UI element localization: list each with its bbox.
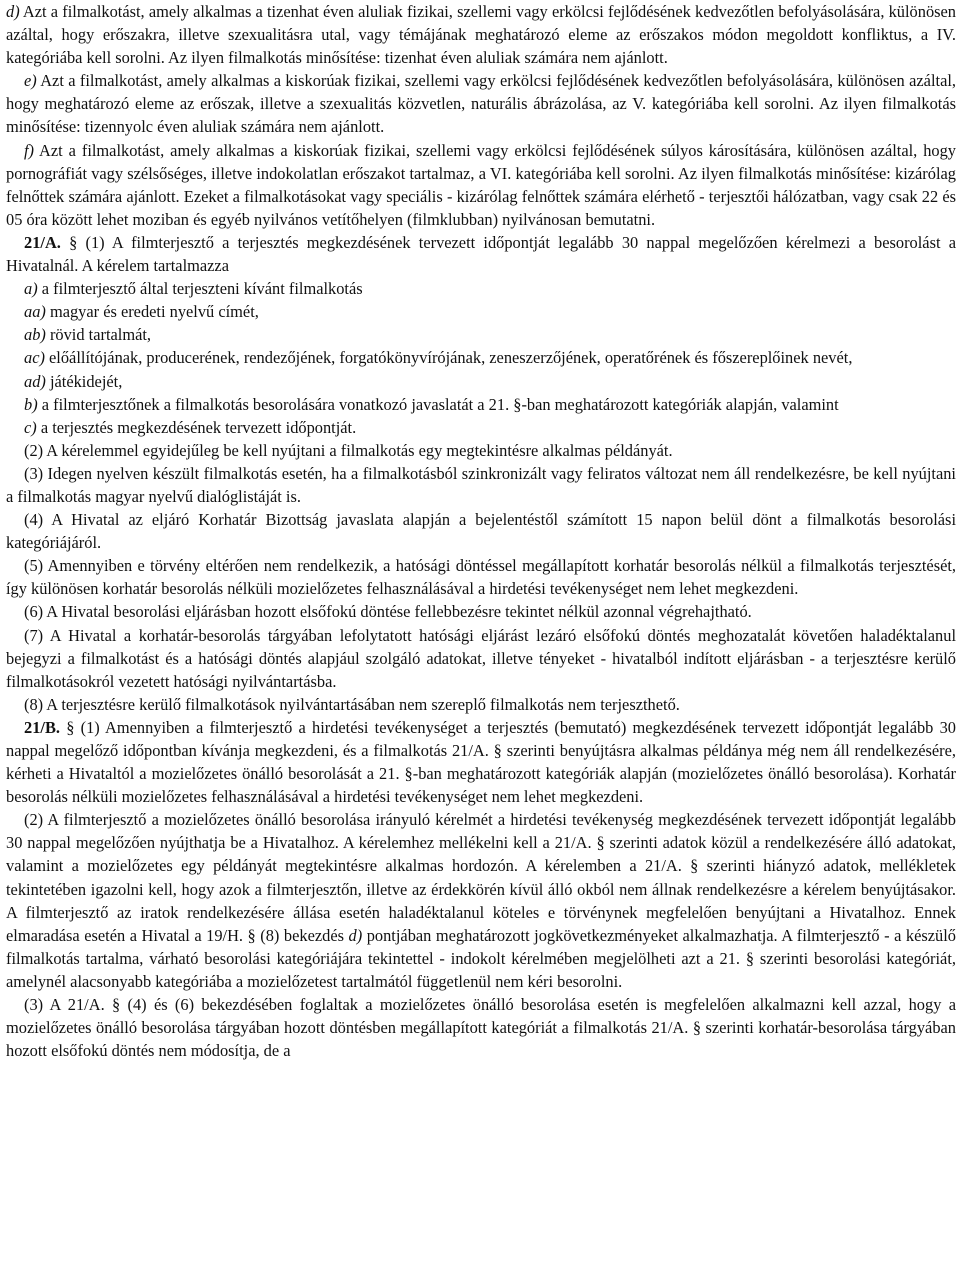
- list-item-text: magyar és eredeti nyelvű címét,: [45, 302, 259, 322]
- paragraph-21a-3: (3) Idegen nyelven készült filmalkotás esetén, ha a filmalkotásból szinkronizált vagy feliratos változat nem áll rendelkezésre, be kell nyújtani a filmalkotás magyar nyelvű dialóglistáját is.: [6, 463, 956, 506]
- item-label: d): [6, 2, 20, 21]
- paragraph-e: [6, 69, 956, 138]
- list-item-ab: [6, 323, 956, 346]
- item-label: ab): [24, 325, 46, 345]
- list-item-b: [6, 393, 956, 416]
- paragraph-f: [6, 139, 956, 231]
- section-21a: [6, 231, 956, 277]
- list-item-text: a terjesztés megkezdésének tervezett időpontját.: [36, 417, 357, 437]
- paragraph-text: § (1) Amennyiben a filmterjesztő a hirdetési tevékenységet a terjesztés (bemutató) megkezdésének tervezett időpontját legalább 30 nappal megelőző időpontban kívánja megkezdeni, és a filmalkotás 21/A. § szerinti benyújtásra alkalmas példánya még nem áll rendelkezésére, kérheti a Hivataltól a mozielőzetes önálló besorolását a 21. §-ban meghatározott kategóriák alapján (mozielőzetes önálló besorolása). Korhatár besorolás nélküli mozielőzetes felhasználásával a hirdetési tevékenységet nem lehet megkezdeni.: [6, 717, 956, 807]
- list-item-c: [6, 416, 956, 439]
- paragraph-21b-3: (3) A 21/A. § (4) és (6) bekezdésében foglaltak a mozielőzetes önálló besorolása esetén is megfelelően alkalmazni kell azzal, hogy a mozielőzetes önálló besorolása tárgyában hozott döntésben megállapított kategóriát a filmalkotás 21/A. § szerinti korhatár-besorolása tárgyában hozott elsőfokú döntés nem módosítja, de a: [6, 995, 956, 1061]
- section-21b: [6, 716, 956, 808]
- list-item-text: játékidejét,: [45, 371, 123, 391]
- list-item-ac: [6, 346, 956, 369]
- paragraph-21a-8: (8) A terjesztésre kerülő filmalkotások nyilvántartásában nem szereplő filmalkotás nem terjeszthető.: [24, 694, 680, 714]
- paragraph-21a-5: (5) Amennyiben e törvény eltérően nem rendelkezik, a hatósági döntéssel megállapított korhatár besorolás nélkül a filmalkotás terjesztését, így különösen korhatár besorolás nélküli mozielőzetes felhasználásával a hirdetési tevékenységet nem lehet megkezdeni.: [6, 556, 956, 599]
- paragraph-21a-7: (7) A Hivatal a korhatár-besorolás tárgyában lefolytatott hatósági eljárást lezáró elsőfokú döntés meghozatalát követően haladéktalanul bejegyzi a filmalkotást és a hatósági döntés alapjául szolgáló adatokat, illetve tényeket - hivatalból indított eljárásban - a terjesztésre kerülő filmalkotásokról vezetett hatósági nyilvántartásba.: [6, 625, 956, 691]
- list-item-a: [6, 277, 956, 300]
- list-item-text: a filmterjesztőnek a filmalkotás besorolására vonatkozó javaslatát a 21. §-ban meghatározott kategóriák alapján, valamint: [37, 394, 839, 414]
- section-number: 21/B.: [24, 717, 60, 737]
- paragraph-text: Azt a filmalkotást, amely alkalmas a tizenhat éven aluliak fizikai, szellemi vagy erkölcsi fejlődésének kedvezőtlen befolyásolására, különösen azáltal, hogy erőszakra, illetve szexualitásra utal, vagy témájának meghatározó eleme az erőszakos módon megoldott konfliktus, a IV. kategóriába kell sorolni. Az ilyen filmalkotás minősítése: tizenhat éven aluliak számára nem ajánlott.: [6, 2, 956, 68]
- section-number: 21/A.: [24, 232, 61, 252]
- item-label: ac): [24, 348, 45, 368]
- paragraph-text: Azt a filmalkotást, amely alkalmas a kiskorúak fizikai, szellemi vagy erkölcsi fejlődésének kedvezőtlen befolyásolására, különösen azáltal, hogy meghatározó eleme az erőszak, illetve a szexualitás közvetlen, naturális ábrázolása, az V. kategóriába kell sorolni. Az ilyen filmalkotás minősítése: tizennyolc éven aluliak számára nem ajánlott.: [6, 71, 956, 137]
- list-item-aa: [6, 300, 956, 323]
- paragraph-text: § (1) A filmterjesztő a terjesztés megkezdésének tervezett időpontját legalább 30 nappal megelőzően kérelmezi a besorolást a Hivatalnál. A kérelem tartalmazza: [6, 232, 956, 276]
- item-label: c): [24, 417, 37, 437]
- item-label: e): [24, 71, 37, 91]
- paragraph-21a-2: (2) A kérelemmel egyidejűleg be kell nyújtani a filmalkotás egy megtekintésre alkalmas példányát.: [24, 440, 673, 460]
- item-label: aa): [24, 302, 46, 322]
- paragraph-21a-4: (4) A Hivatal az eljáró Korhatár Bizottság javaslata alapján a bejelentéstől számított 15 napon belül dönt a filmalkotás besorolási kategóriájáról.: [6, 510, 956, 553]
- document-page: [6, 0, 956, 1062]
- list-item-text: a filmterjesztő által terjeszteni kívánt filmalkotás: [37, 279, 363, 299]
- list-item-text: előállítójának, producerének, rendezőjének, forgatókönyvírójának, zeneszerzőjének, operatőrének és főszereplőinek nevét,: [44, 348, 853, 368]
- item-label: a): [24, 279, 38, 299]
- list-item-text: rövid tartalmát,: [45, 325, 151, 345]
- paragraph-21a-6: (6) A Hivatal besorolási eljárásban hozott elsőfokú döntése fellebbezésre tekintet nélkül azonnal végrehajtható.: [24, 602, 752, 622]
- item-label: ad): [24, 371, 46, 391]
- paragraph-text: Azt a filmalkotást, amely alkalmas a kiskorúak fizikai, szellemi vagy erkölcsi fejlődésének súlyos károsítására, különösen azáltal, hogy pornográfiát vagy szélsőséges, illetve indokolatlan erőszakot tartalmaz, a VI. kategóriába kell sorolni. Az ilyen filmalkotás minősítése: kizárólag felnőttek számára ajánlott. Ezeket a filmalkotásokat vagy speciális - kizárólag felnőttek számára elérhető - terjesztői hálózatban, vagy csak 22 és 05 óra között lehet moziban és egyéb nyilvános vetítőhelyen (filmklubban) nyilvánosan bemutatni.: [6, 140, 956, 229]
- paragraph-text: (2) A filmterjesztő a mozielőzetes önálló besorolása irányuló kérelmét a hirdetési tevékenység megkezdésének tervezett időpontját legalább 30 nappal megelőzően nyújthatja be a Hivatalhoz. A kérelemhez mellékelni kell a 21/A. § szerinti adatok közül a rendelkezésére álló adatokat, valamint a mozielőzetes egy példányát megtekintésre alkalmas hordozón. A kérelemben a 21/A. § szerinti hiányzó adatok, mellékletek tekintetében igazolni kell, hogy azok a filmterjesztőn, illetve az érdekkörén kívül álló okból nem állnak rendelkezésre a kérelem benyújtásakor. A filmterjesztő az iratok rendelkezésére állása esetén haladéktalanul köteles e törvénynek megfelelően benyújtani a Hivatalhoz. Ennek elmaradása esetén a Hivatal a 19/H. § (8) bekezdés: [6, 810, 956, 945]
- list-item-ad: [6, 370, 956, 393]
- paragraph-21b-2: [6, 808, 956, 993]
- item-label: f): [24, 140, 35, 160]
- item-label: d): [348, 925, 363, 945]
- item-label: b): [24, 394, 38, 414]
- paragraph-d: [6, 0, 956, 69]
- paragraph-text: pontjában meghatározott jogkövetkezményeket alkalmazhatja. A filmterjesztő - a készülő filmalkotás tartalma, várható besorolási kategóriájára tekintettel - indokolt kérelmében megjelölheti azt a 21. § szerinti besorolási kategóriát, amelynél alacsonyabb kategóriába a mozielőzetest tartalmától függetlenül nem kéri besorolni.: [6, 925, 956, 991]
